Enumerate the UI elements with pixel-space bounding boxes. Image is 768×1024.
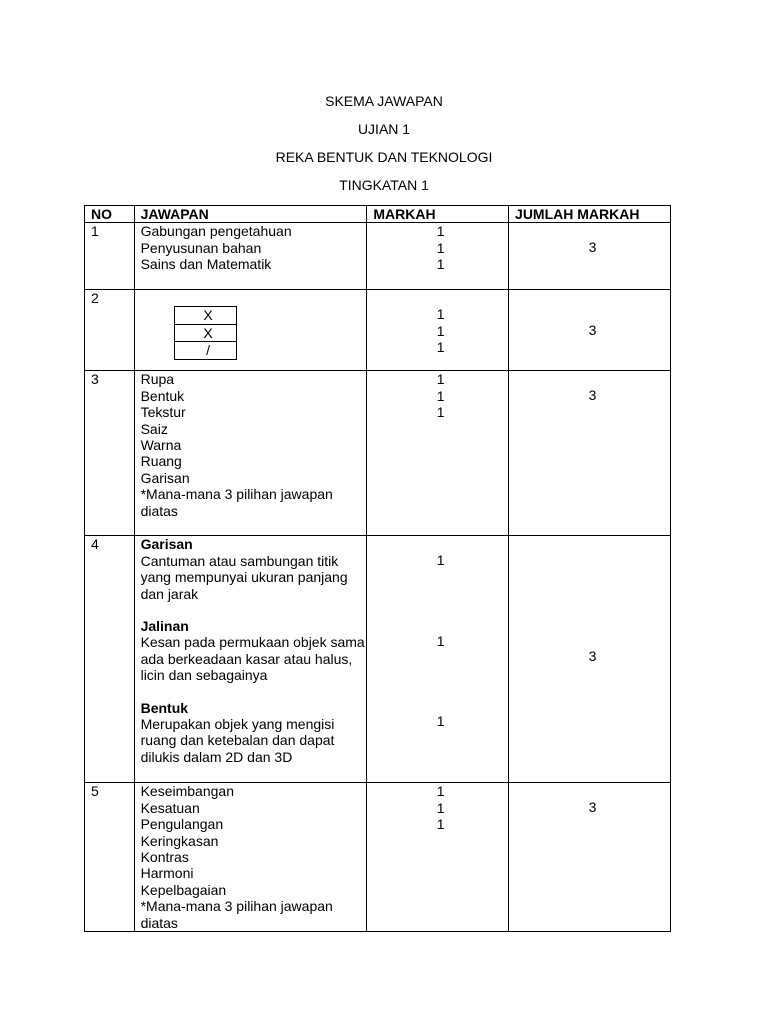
mark-value: 1 (436, 239, 445, 256)
answer-cell (134, 290, 367, 371)
total-marks-cell (509, 290, 671, 371)
answer-line: Keringkasan (140, 832, 219, 849)
table-header-row (85, 206, 671, 223)
answer-line: licin dan sebagainya (140, 667, 268, 684)
mark-value: 1 (436, 223, 445, 240)
mark-value: 1 (436, 256, 445, 273)
mark-value: 1 (436, 783, 445, 800)
marks-cell (367, 223, 509, 290)
marks-cell (367, 783, 509, 932)
question-number: 3 (85, 371, 135, 536)
answer-note: diatas (140, 502, 178, 519)
answer-line: Pengulangan (140, 816, 224, 833)
question-number: 5 (85, 783, 135, 932)
answer-line: Rupa (140, 371, 175, 388)
answer-line: Sains dan Matematik (140, 256, 272, 273)
answer-line: Harmoni (140, 865, 194, 882)
question-number: 1 (85, 223, 135, 290)
answer-heading-jalinan: Jalinan (140, 618, 189, 635)
answer-line: Gabungan pengetahuan (140, 223, 292, 240)
answer-line: dilukis dalam 2D dan 3D (140, 748, 293, 765)
table-row-q4 (85, 536, 671, 783)
mark-value: 1 (436, 387, 445, 404)
answer-line: ruang dan ketebalan dan dapat (140, 732, 335, 749)
column-header-jawapan: JAWAPAN (134, 206, 367, 223)
column-header-jumlah-markah: JUMLAH MARKAH (509, 206, 671, 223)
answer-line: Kontras (140, 849, 189, 866)
marks-cell (367, 290, 509, 371)
marks-cell (367, 536, 509, 783)
answer-line: dan jarak (140, 585, 199, 602)
answer-box: X (174, 307, 236, 324)
answer-heading-bentuk: Bentuk (140, 699, 189, 716)
answer-line: Merupakan objek yang mengisi (140, 716, 335, 733)
answer-box-table (174, 306, 237, 359)
marks-cell (367, 371, 509, 536)
column-header-no: NO (85, 206, 135, 223)
answer-heading-garisan: Garisan (140, 536, 193, 553)
question-number: 4 (85, 536, 135, 783)
mark-value: 1 (436, 816, 445, 833)
total-marks-cell (509, 371, 671, 536)
answer-line: Cantuman atau sambungan titik (140, 552, 339, 569)
answer-line: ada berkeadaan kasar atau halus, (140, 650, 353, 667)
answer-line: Saiz (140, 420, 168, 437)
document-title: SKEMA JAWAPAN (325, 93, 443, 109)
answer-box: X (174, 324, 236, 341)
answer-cell (134, 783, 367, 932)
exam-name: UJIAN 1 (357, 121, 411, 137)
total-marks-cell (509, 783, 671, 932)
answer-note: diatas (140, 914, 178, 931)
column-header-markah: MARKAH (367, 206, 509, 223)
total-mark-value: 3 (588, 322, 597, 339)
answer-scheme-table (84, 205, 671, 932)
mark-value: 1 (436, 799, 445, 816)
answer-line: Tekstur (140, 404, 186, 421)
answer-line: Garisan (140, 469, 190, 486)
mark-value: 1 (436, 339, 445, 356)
total-mark-value: 3 (588, 648, 597, 665)
mark-value: 1 (436, 404, 445, 421)
answer-line: Keseimbangan (140, 783, 234, 800)
answer-note: *Mana-mana 3 pilihan jawapan (140, 486, 333, 503)
answer-line: Bentuk (140, 387, 185, 404)
subject-name: REKA BENTUK DAN TEKNOLOGI (275, 149, 493, 165)
table-row-q1 (85, 223, 671, 290)
answer-line: Kepelbagaian (140, 881, 227, 898)
mark-value: 1 (436, 632, 445, 649)
answer-line: Ruang (140, 453, 182, 470)
table-row-q5 (85, 783, 671, 932)
mark-value: 1 (436, 306, 445, 323)
answer-line: Warna (140, 437, 182, 454)
mark-value: 1 (436, 552, 445, 569)
answer-line: yang mempunyai ukuran panjang (140, 569, 348, 586)
mark-value: 1 (436, 713, 445, 730)
question-number: 2 (85, 290, 135, 371)
total-mark-value: 3 (588, 387, 597, 404)
answer-note: *Mana-mana 3 pilihan jawapan (140, 898, 333, 915)
table-row-q2 (85, 290, 671, 371)
answer-cell (134, 536, 367, 783)
answer-line: Kesan pada permukaan objek sama (140, 634, 365, 651)
total-marks-cell (509, 536, 671, 783)
total-mark-value: 3 (588, 239, 597, 256)
form-level: TINGKATAN 1 (339, 177, 429, 193)
total-marks-cell (509, 223, 671, 290)
total-mark-value: 3 (588, 799, 597, 816)
table-row-q3 (85, 371, 671, 536)
answer-box: / (174, 342, 236, 359)
mark-value: 1 (436, 371, 445, 388)
mark-value: 1 (436, 322, 445, 339)
answer-line: Penyusunan bahan (140, 239, 262, 256)
answer-line: Kesatuan (140, 799, 200, 816)
answer-cell (134, 223, 367, 290)
answer-cell (134, 371, 367, 536)
